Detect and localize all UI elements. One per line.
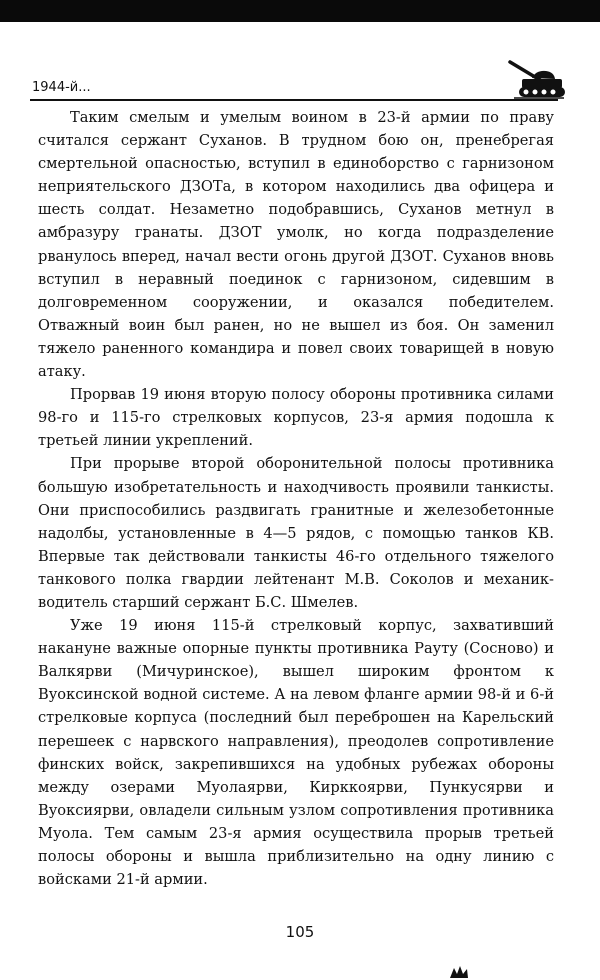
page-number: 105 <box>285 923 315 941</box>
paragraph: Уже 19 июня 115-й стрелковый корпус, захвативший накануне важные опорные пункты противника Рауту (Сосново) и Валкярви (Мичуринское), вышел широким фронтом к Вуоксинской водной системе. А на левом фланге армии 98-й и 6-й стрелковые корпуса (последний был переброшен на Карельский перешеек с нарвского направления), преодолев сопротивление финских войск, закрепившихся на удобных рубежах обороны между озерами Муолаярви, Кирккоярви, Пункусярви и Вуоксиярви, овладели сильным узлом сопротивления противника Муола. Тем самым 23-я армия осуществила прорыв третьей полосы обороны и вышла приблизительно на одну линию с войсками 21-й армии. <box>38 617 554 889</box>
running-title: 1944-й... <box>32 80 91 95</box>
header-rule <box>30 99 558 101</box>
paragraph: При прорыве второй оборонительной полосы противника большую изобретательность и находчивость проявили танкисты. Они приспособились раздвигать гранитные и железобетонные надолбы, установленные в 4—5 рядов, с помощью танков КВ. Впервые так действовали танкисты 46-го отдельного тяжелого танкового полка гвардии лейтенант М.В. Соколов и механик-водитель старший сержант Б.С. Шмелев. <box>38 455 554 611</box>
paragraph: Прорвав 19 июня вторую полосу обороны противника силами 98-го и 115-го стрелковых корпусов, 23-я армия подошла к третьей линии укреплений. <box>38 386 554 450</box>
ornament-icon <box>448 964 470 980</box>
top-border-bar <box>0 0 600 22</box>
body-text <box>38 106 554 891</box>
tank-icon <box>506 56 566 100</box>
paragraph: Таким смелым и умелым воином в 23-й армии по праву считался сержант Суханов. В трудном бою он, пренебрегая смертельной опасностью, вступил в единоборство с гарнизоном неприятельского ДЗОТа, в котором находились два офицера и шесть солдат. Незаметно подобравшись, Суханов метнул в амбразуру гранаты. ДЗОТ умолк, но когда подразделение рванулось вперед, начал вести огонь другой ДЗОТ. Суханов вновь вступил в неравный поединок с гарнизоном, сидевшим в долговременном сооружении, и оказался победителем. Отважный воин был ранен, но не вышел из боя. Он заменил тяжело раненного командира и повел своих товарищей в новую атаку. <box>38 109 554 381</box>
